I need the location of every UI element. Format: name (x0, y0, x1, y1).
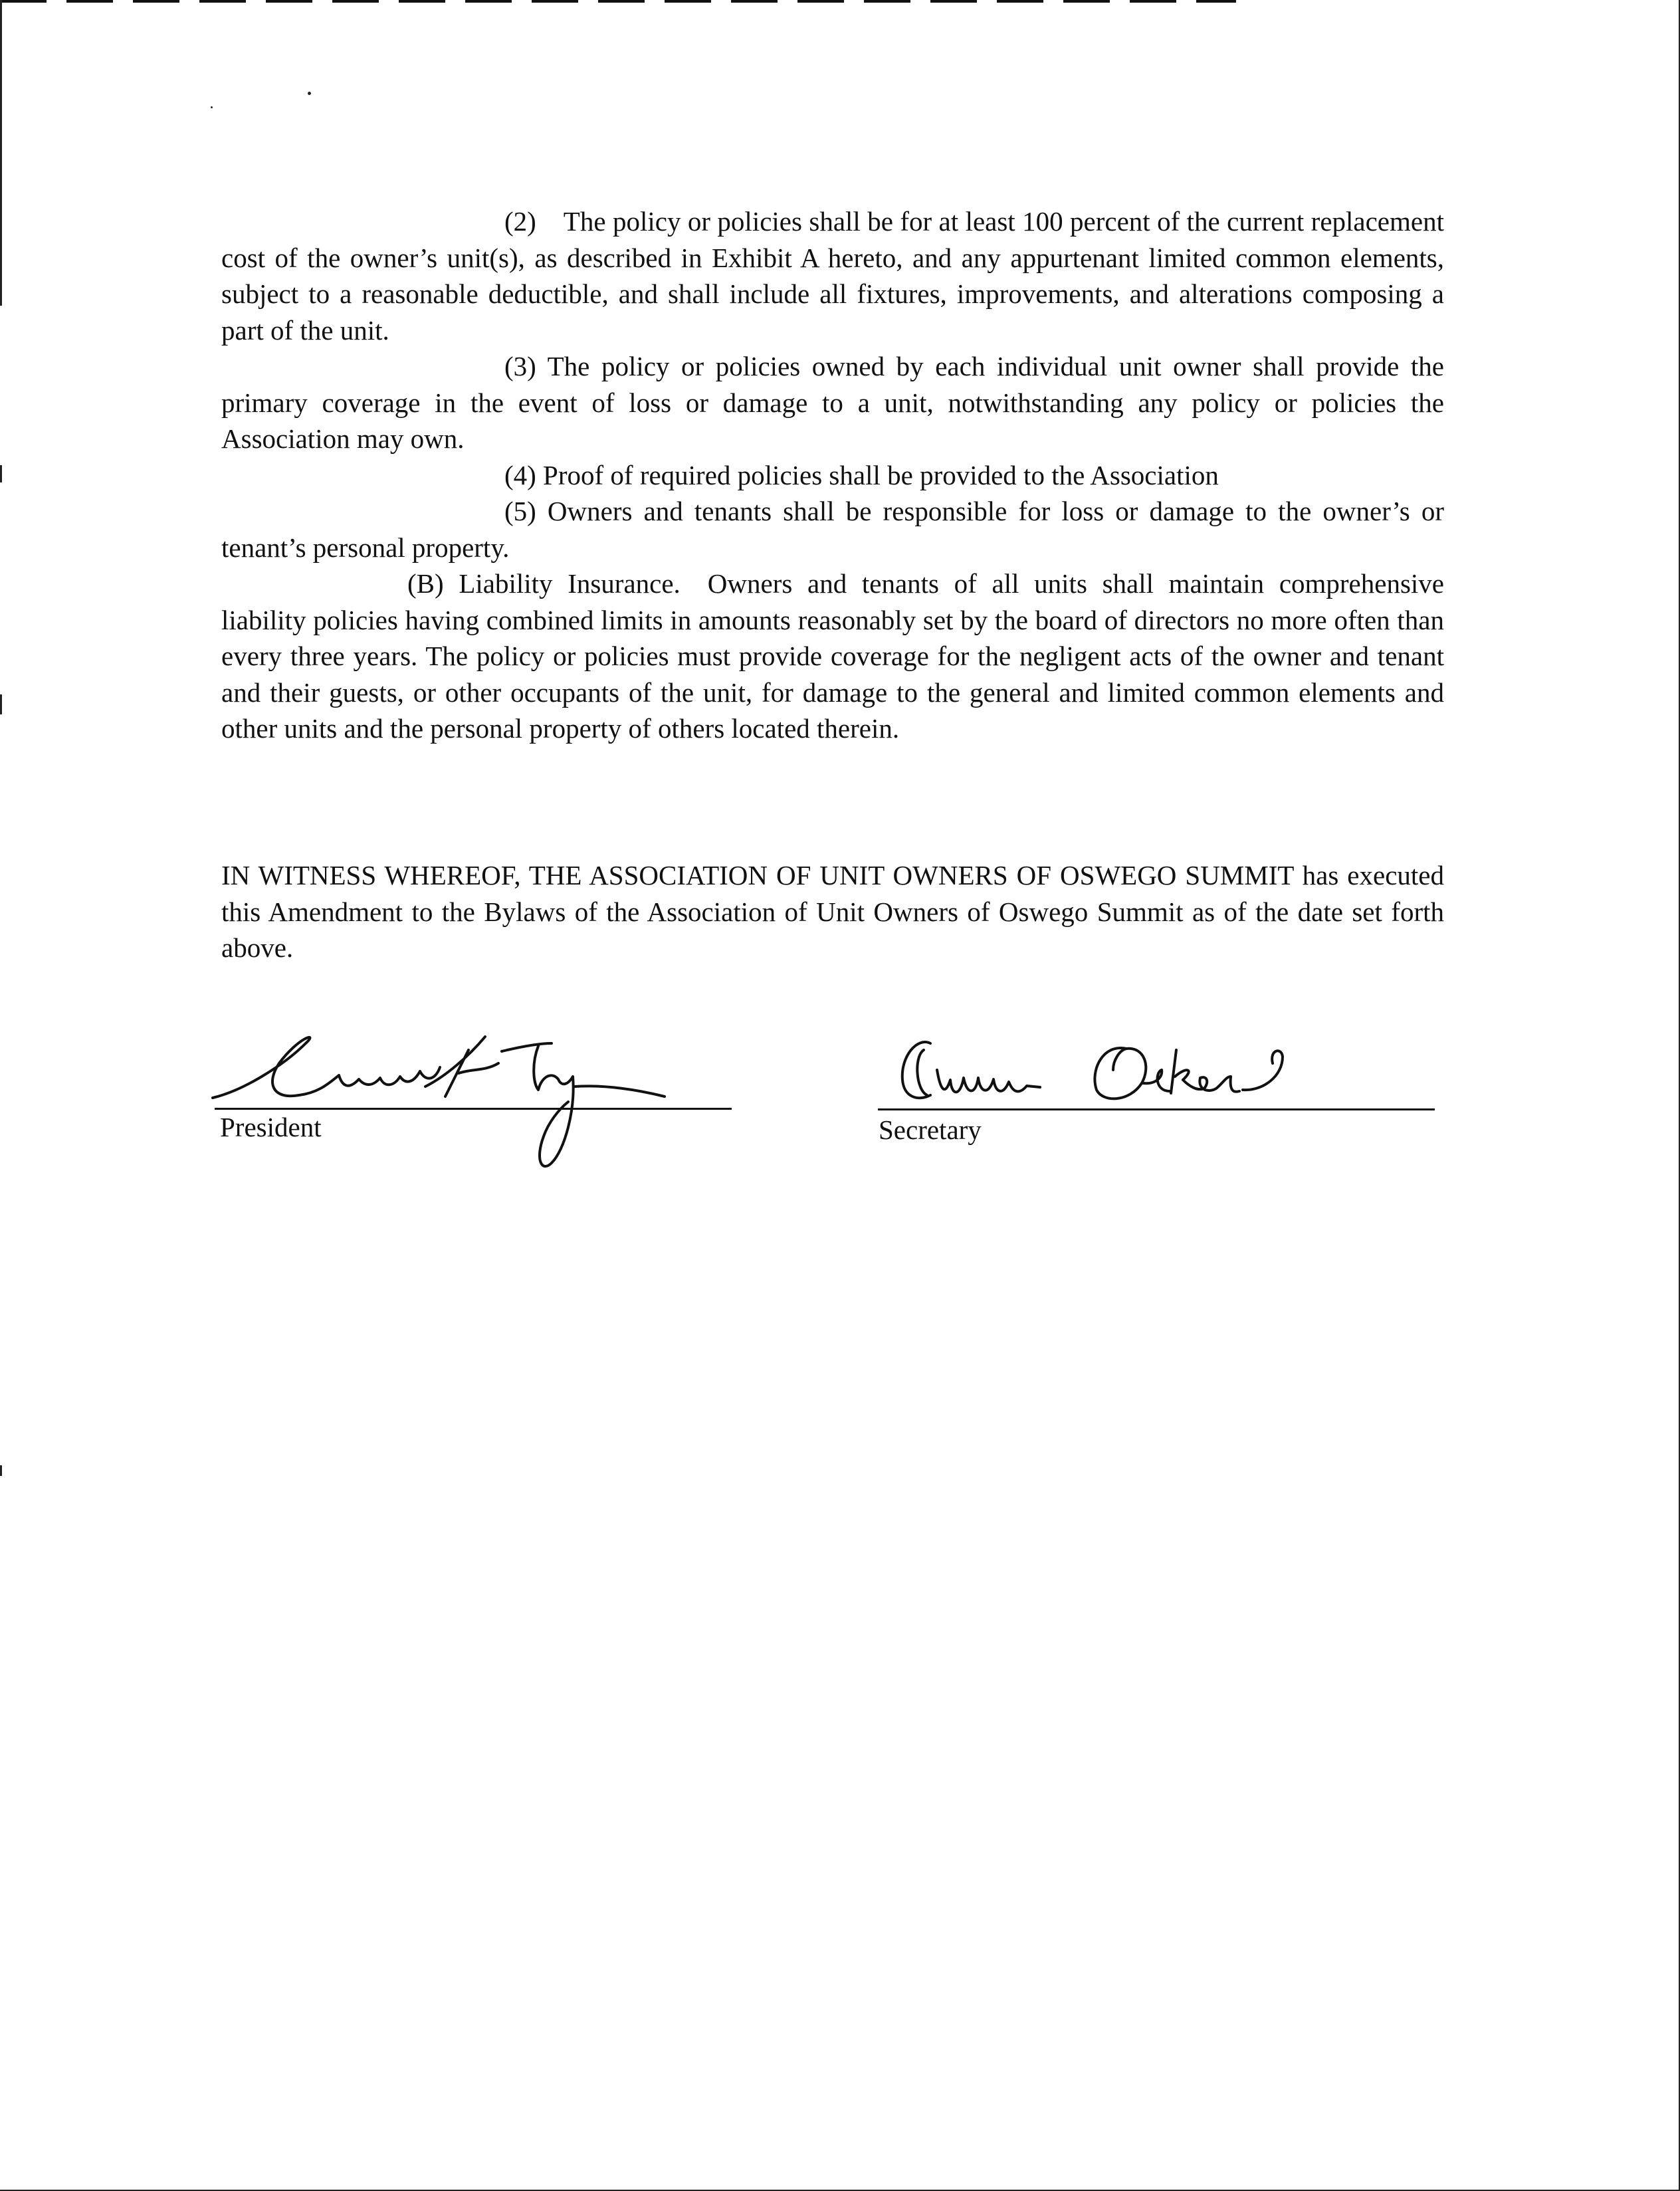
secretary-signature-line (878, 1108, 1435, 1110)
scan-artifact-top (0, 0, 1236, 3)
paragraph-3: (3) The policy or policies owned by each individual unit owner shall provide the primary coverage in the event of loss or damage to a unit, notwithstanding any policy or policies the Association may own. (221, 351, 1444, 454)
president-signature-line (215, 1108, 732, 1110)
scan-mark (0, 694, 2, 714)
scan-mark (0, 465, 2, 482)
president-signature (206, 1023, 684, 1176)
paragraph-2: (2) The policy or policies shall be for at least 100 percent of the current replacement cost of the owner’s unit(s), as described in Exhibit A hereto, and any appurtenant limited common elements, subject to a reasonable deductible, and shall include all fixtures, improvements, and alterations composing a part of the unit. (221, 206, 1444, 346)
witness-text: IN WITNESS WHEREOF, THE ASSOCIATION OF UNIT OWNERS OF OSWEGO SUMMIT has executed this Amendment to the Bylaws of the Association of Unit Owners of Oswego Summit as of the date set forth above. (221, 860, 1444, 963)
secretary-label: Secretary (879, 1114, 982, 1145)
scan-mark (0, 1465, 2, 1476)
president-label: President (220, 1112, 322, 1142)
scan-speck (308, 92, 311, 95)
document-body (221, 203, 1444, 747)
scan-speck (211, 106, 213, 108)
secretary-signature (891, 1030, 1369, 1116)
paragraph-5: (5) Owners and tenants shall be responsible for loss or damage to the owner’s or tenant’s personal property. (221, 496, 1444, 563)
paragraph-b: (B) Liability Insurance. Owners and tenants of all units shall maintain comprehensive liability policies having combined limits in amounts reasonably set by the board of directors no more often than every three years. The policy or policies must provide coverage for the negligent acts of the owner and tenant and their guests, or other occupants of the unit, for damage to the general and limited common elements and other units and the personal property of others located therein. (221, 568, 1444, 744)
witness-clause (221, 857, 1444, 966)
paragraph-4: (4) Proof of required policies shall be provided to the Association (504, 459, 1219, 490)
scan-artifact-left (0, 0, 2, 306)
